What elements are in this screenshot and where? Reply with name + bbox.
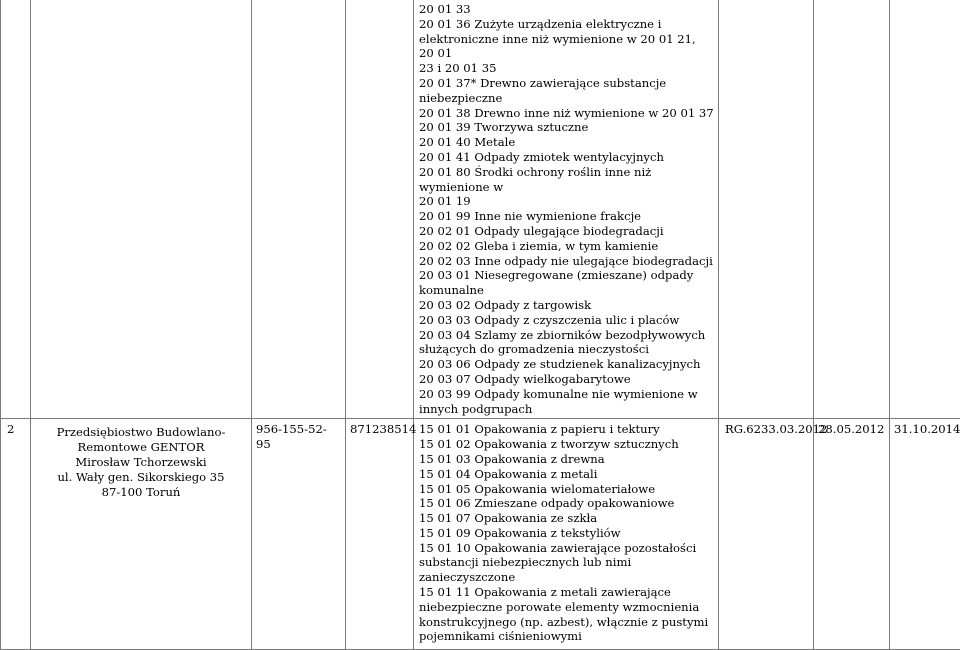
waste-code-line: 20 03 03 Odpady z czyszczenia ulic i placów	[419, 313, 714, 328]
waste-codes-cell	[414, 419, 719, 650]
decision-cell	[719, 419, 814, 650]
waste-code-line: konstrukcyjnego (np. azbest), włącznie z pustymi	[419, 615, 714, 630]
waste-code-line: 15 01 11 Opakowania z metali zawierające	[419, 585, 714, 600]
company-cell	[31, 419, 252, 650]
waste-code-line: pojemnikami ciśnieniowymi	[419, 629, 714, 644]
waste-codes-list	[414, 419, 718, 646]
table-row-previous	[1, 0, 960, 419]
company-line: Remontowe GENTOR	[35, 440, 247, 455]
issue-date-cell-empty	[814, 0, 890, 419]
waste-code-line: 20 01 41 Odpady zmiotek wentylacyjnych	[419, 150, 714, 165]
issue-date: 28.05.2012	[814, 419, 889, 437]
decision-cell-empty	[719, 0, 814, 419]
waste-code-line: 20 03 01 Niesegregowane (zmieszane) odpady	[419, 268, 714, 283]
nip-cell	[252, 419, 346, 650]
valid-until-cell-empty	[890, 0, 960, 419]
waste-code-line: elektroniczne inne niż wymienione w 20 01 21, 20 01	[419, 32, 714, 62]
waste-code-line: 20 01 99 Inne nie wymienione frakcje	[419, 209, 714, 224]
waste-code-line: niebezpieczne	[419, 91, 714, 106]
waste-code-line: 20 03 07 Odpady wielkogabarytowe	[419, 372, 714, 387]
company-line: Mirosław Tchorzewski	[35, 455, 247, 470]
company-line: Przedsiębiostwo Budowlano-	[35, 425, 247, 440]
waste-code-line: 23 i 20 01 35	[419, 61, 714, 76]
waste-code-line: innych podgrupach	[419, 402, 714, 417]
company-line: 87-100 Toruń	[35, 485, 247, 500]
waste-code-line: 15 01 05 Opakowania wielomateriałowe	[419, 482, 714, 497]
waste-codes-list	[414, 0, 718, 418]
waste-code-line: 20 01 36 Zużyte urządzenia elektryczne i	[419, 17, 714, 32]
regon-cell-empty	[346, 0, 414, 419]
waste-code-line: 15 01 04 Opakowania z metali	[419, 467, 714, 482]
company-address	[31, 419, 251, 499]
waste-code-line: 20 01 80 Środki ochrony roślin inne niż wymienione w	[419, 165, 714, 195]
valid-until-date: 31.10.2014	[890, 419, 960, 437]
lp-number: 2	[1, 419, 30, 439]
waste-code-line: 15 01 07 Opakowania ze szkła	[419, 511, 714, 526]
waste-code-line: 15 01 09 Opakowania z tekstyliów	[419, 526, 714, 541]
waste-code-line: 15 01 01 Opakowania z papieru i tektury	[419, 422, 714, 437]
nip-cell-empty	[252, 0, 346, 419]
waste-code-line: 20 01 38 Drewno inne niż wymienione w 20 01 37	[419, 106, 714, 121]
lp-cell	[1, 419, 31, 650]
waste-code-line: substancji niebezpiecznych lub nimi zanieczyszczone	[419, 555, 714, 585]
waste-code-line: 20 01 40 Metale	[419, 135, 714, 150]
waste-code-line: niebezpieczne porowate elementy wzmocnienia	[419, 600, 714, 615]
waste-code-line: 20 03 99 Odpady komunalne nie wymienione w	[419, 387, 714, 402]
waste-code-line: 15 01 03 Opakowania z drewna	[419, 452, 714, 467]
regon-cell	[346, 419, 414, 650]
decision-number: RG.6233.03.2012	[719, 419, 813, 437]
waste-code-line: 20 01 39 Tworzywa sztuczne	[419, 120, 714, 135]
table-row-entry-2	[1, 419, 960, 650]
waste-code-line: 20 03 02 Odpady z targowisk	[419, 298, 714, 313]
waste-code-line: 15 01 10 Opakowania zawierające pozostałości	[419, 541, 714, 556]
waste-code-line: 20 01 37* Drewno zawierające substancje	[419, 76, 714, 91]
issue-date-cell	[814, 419, 890, 650]
waste-code-line: 20 03 06 Odpady ze studzienek kanalizacyjnych	[419, 357, 714, 372]
waste-code-line: 20 02 02 Gleba i ziemia, w tym kamienie	[419, 239, 714, 254]
waste-code-line: 20 01 19	[419, 194, 714, 209]
company-cell-empty	[31, 0, 252, 419]
waste-code-line: 15 01 06 Zmieszane odpady opakowaniowe	[419, 496, 714, 511]
waste-code-line: 20 03 04 Szlamy ze zbiorników bezodpływowych	[419, 328, 714, 343]
company-line: ul. Wały gen. Sikorskiego 35	[35, 470, 247, 485]
nip-number: 956-155-52-95	[252, 419, 345, 452]
regon-number: 871238514	[346, 419, 413, 437]
waste-code-line: służących do gromadzenia nieczystości	[419, 342, 714, 357]
waste-code-line: 15 01 02 Opakowania z tworzyw sztucznych	[419, 437, 714, 452]
lp-cell-empty	[1, 0, 31, 419]
waste-code-line: komunalne	[419, 283, 714, 298]
waste-codes-cell	[414, 0, 719, 419]
valid-until-cell	[890, 419, 960, 650]
waste-code-line: 20 02 01 Odpady ulegające biodegradacji	[419, 224, 714, 239]
waste-code-line: 20 01 33	[419, 2, 714, 17]
waste-code-line: 20 02 03 Inne odpady nie ulegające biodegradacji	[419, 254, 714, 269]
